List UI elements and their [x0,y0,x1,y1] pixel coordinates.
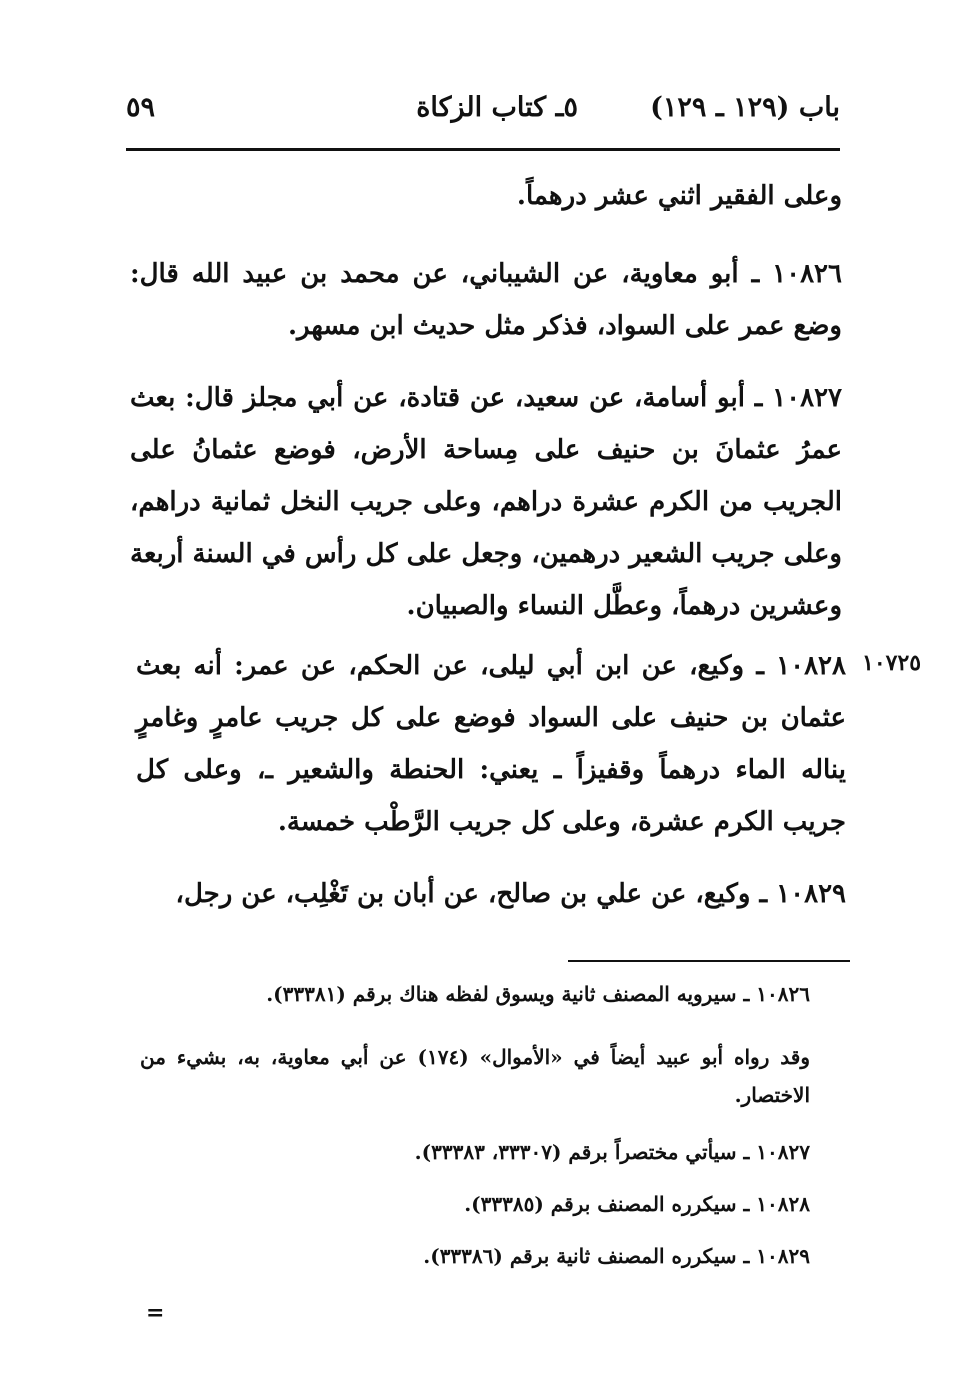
footnote: وقد رواه أبو عبيد أيضاً في «الأموال» (١٧٤) عن أبي معاوية، به، بشيء من الاختصار. [140,1045,810,1107]
entry-text: ـ وكيع، عن علي بن صالح، عن أبان بن تَغْلِب، عن رجل، [175,879,768,909]
footnote: ١٠٨٢٨ ـ سيكرره المصنف برقم (٣٣٣٨٥). [464,1192,810,1216]
hadith-entry [130,372,842,632]
margin-cross-reference: ١٠٧٢٥ [862,650,922,676]
entry-number: ١٠٨٢٦ [772,259,842,289]
footnote: ١٠٨٢٩ ـ سيكرره المصنف ثانية برقم (٣٣٣٨٦). [423,1244,810,1268]
entry-number: ١٠٨٢٨ [776,651,846,681]
entry-number: ١٠٨٢٧ [772,383,842,413]
footnote: ١٠٨٢٧ ـ سيأتي مختصراً برقم (٣٣٣٠٧، ٣٣٣٨٣). [414,1140,810,1164]
entry-text: ـ أبو معاوية، عن الشيباني، عن محمد بن عبيد الله قال: وضع عمر على السواد، فذكر مثل حديث ابن مسهر. [130,259,842,341]
book-title: ٥ـ كتاب الزكاة [416,92,578,123]
chapter-title: باب (١٢٩ ـ ١٢٩) [650,92,840,123]
header-divider [126,148,840,151]
continued-paragraph [130,170,842,222]
footnote-divider [568,960,850,962]
continued-text: وعلى الفقير اثني عشر درهماً. [516,181,842,211]
entry-text: ـ أبو أسامة، عن سعيد، عن قتادة، عن أبي مجلز قال: بعث عمرُ عثمانَ بن حنيف على مِساحة الأرض، فوضع عثمانُ على الجريب من الكرم عشرة دراهم، وعلى جريب النخل ثمانية دراهم، وعلى جريب الشعير درهمين، وجعل على كل رأس في السنة أربعة وعشرين درهماً، وعطَّل النساء والصبيان. [130,383,842,621]
page-number: ٥٩ [126,92,156,123]
entry-text: ـ وكيع، عن ابن أبي ليلى، عن الحكم، عن عمر: أنه بعث عثمان بن حنيف على السواد فوضع على كل جريب عامرٍ وغامرٍ يناله الماء درهماً وقفيزاً ـ يعني: الحنطة والشعير ـ، وعلى كل جريب الكرم عشرة، وعلى كل جريب الرَّطْب خمسة. [136,651,846,837]
hadith-entry [136,640,846,848]
footnote: ١٠٨٢٦ ـ سيرويه المصنف ثانية ويسوق لفظه هناك برقم (٣٣٣٨١). [266,982,810,1006]
hadith-entry [136,868,846,920]
hadith-entry [130,248,842,352]
entry-number: ١٠٨٢٩ [776,879,846,909]
page-header [126,92,840,136]
page-end-mark: = [146,1300,165,1326]
